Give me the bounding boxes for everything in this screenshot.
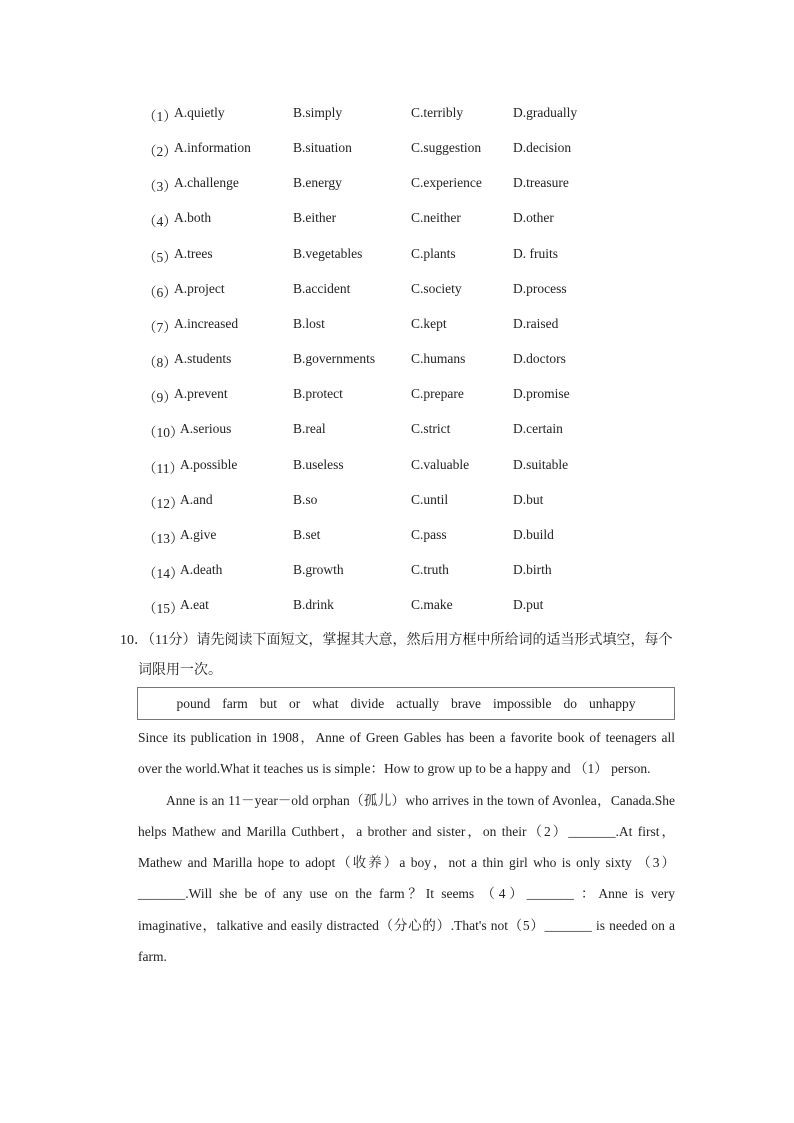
option-b: B.governments [293, 351, 376, 367]
option-row [0, 457, 794, 477]
question-number: （12） [143, 495, 184, 511]
option-c: C.suggestion [411, 140, 482, 156]
question-number: （14） [143, 565, 184, 581]
option-d: D.certain [513, 421, 563, 437]
option-c: C.valuable [411, 456, 470, 472]
option-c: C.neither [411, 210, 461, 226]
option-b: B.useless [293, 456, 344, 472]
option-a: A.eat [180, 597, 209, 613]
option-d: D.but [513, 491, 544, 507]
option-row [0, 281, 794, 301]
option-a: A.information [174, 140, 251, 156]
option-c: C.strict [411, 421, 451, 437]
option-d: D.treasure [513, 175, 569, 191]
option-row [0, 562, 794, 582]
option-c: C.prepare [411, 386, 464, 402]
option-d: D.process [513, 280, 567, 296]
option-a: A.students [174, 351, 232, 367]
option-a: A.and [180, 491, 213, 507]
option-d: D.put [513, 597, 544, 613]
option-d: D.doctors [513, 351, 566, 367]
option-c: C.pass [411, 526, 447, 542]
option-row [0, 140, 794, 160]
option-row [0, 351, 794, 371]
option-a: A.prevent [174, 386, 228, 402]
option-c: C.experience [411, 175, 482, 191]
option-row [0, 597, 794, 617]
option-b: B.simply [293, 105, 343, 120]
option-d: D.promise [513, 386, 570, 402]
option-b: B.so [293, 491, 318, 507]
passage-paragraph-2: Anne is an 11－year－old orphan（孤儿）who arrives in the town of Avonlea，Canada.She helps Mathew and Marilla Cuthbert，a brother and sister，on their（2）_______.At first，Mathew and Marilla hope to adopt（收养）a boy，not a thin girl who is only sixty （3）_______.Will she be of any use on the farm？It seems （4）_______ ：Anne is very imaginative，talkative and easily distracted（分心的）.That's not（5）_______ is needed on a farm. [138, 792, 675, 965]
word-bank-item: farm [222, 695, 248, 711]
option-row [0, 105, 794, 125]
word-bank-item: pound [176, 695, 211, 711]
option-row [0, 210, 794, 230]
question-number: （7） [143, 319, 177, 335]
word-bank-item: or [289, 695, 301, 711]
option-b: B.either [293, 210, 337, 226]
option-c: C.humans [411, 351, 466, 367]
question-number: （15） [143, 601, 184, 617]
option-row [0, 386, 794, 406]
word-bank-item: actually [396, 695, 439, 711]
option-b: B.drink [293, 597, 334, 613]
option-row [0, 246, 794, 266]
option-b: B.lost [293, 315, 325, 331]
question-number: （3） [143, 179, 177, 195]
option-c: C.society [411, 280, 462, 296]
option-d: D.birth [513, 561, 552, 577]
option-b: B.accident [293, 280, 351, 296]
option-a: A.project [174, 280, 225, 296]
option-c: C.make [411, 597, 453, 613]
option-c: C.terribly [411, 105, 464, 120]
question-number: （4） [143, 214, 177, 230]
option-a: A.quietly [174, 105, 225, 120]
option-row [0, 527, 794, 547]
question-10-instruction-line2: 词限用一次。 [138, 663, 222, 678]
question-number: （1） [143, 109, 177, 124]
option-c: C.plants [411, 245, 456, 261]
option-a: A.death [180, 561, 223, 577]
option-d: D.build [513, 526, 554, 542]
option-a: A.serious [180, 421, 232, 437]
option-c: C.until [411, 491, 449, 507]
passage-paragraph-1: Since its publication in 1908，Anne of Green Gables has been a favorite book of teenagers all over the world.What it teaches us is simple：How to grow up to be a happy and （1） person. [138, 730, 675, 777]
option-a: A.both [174, 210, 212, 226]
option-a: A.possible [180, 456, 238, 472]
option-b: B.set [293, 526, 321, 542]
option-b: B.growth [293, 561, 344, 577]
option-row [0, 316, 794, 336]
question-number: （13） [143, 530, 184, 546]
word-bank-item: divide [350, 695, 385, 711]
option-d: D.raised [513, 315, 559, 331]
option-d: D.gradually [513, 105, 578, 120]
option-c: C.kept [411, 315, 447, 331]
option-row [0, 421, 794, 441]
option-a: A.challenge [174, 175, 239, 191]
option-row [0, 175, 794, 195]
word-bank-item: brave [450, 695, 481, 711]
question-number: （2） [143, 144, 177, 160]
option-b: B.energy [293, 175, 342, 191]
option-row [0, 492, 794, 512]
question-number: （8） [143, 355, 177, 371]
word-bank-item: what [312, 695, 339, 711]
question-number: （5） [143, 249, 177, 265]
question-number: （11） [143, 460, 183, 476]
option-b: B.real [293, 421, 326, 437]
question-number: （10） [143, 425, 184, 441]
passage [138, 722, 675, 972]
option-c: C.truth [411, 561, 449, 577]
word-bank-item: do [563, 695, 577, 711]
word-bank-item: but [259, 695, 277, 711]
word-bank-item: impossible [492, 695, 552, 711]
option-b: B.protect [293, 386, 343, 402]
option-a: A.trees [174, 245, 213, 261]
word-bank-item: unhappy [588, 695, 636, 711]
word-bank-box [137, 687, 675, 720]
question-10-instruction-line1: 10．（11分）请先阅读下面短文，掌握其大意，然后用方框中所给词的适当形式填空，每个 [120, 633, 673, 648]
option-b: B.situation [293, 140, 352, 156]
question-number: （9） [143, 390, 177, 406]
option-a: A.give [180, 526, 217, 542]
option-b: B.vegetables [293, 245, 363, 261]
question-10-heading [120, 626, 680, 686]
option-d: D. fruits [513, 245, 558, 261]
option-d: D.suitable [513, 456, 569, 472]
option-d: D.other [513, 210, 554, 226]
option-a: A.increased [174, 315, 239, 331]
option-d: D.decision [513, 140, 572, 156]
question-number: （6） [143, 284, 177, 300]
